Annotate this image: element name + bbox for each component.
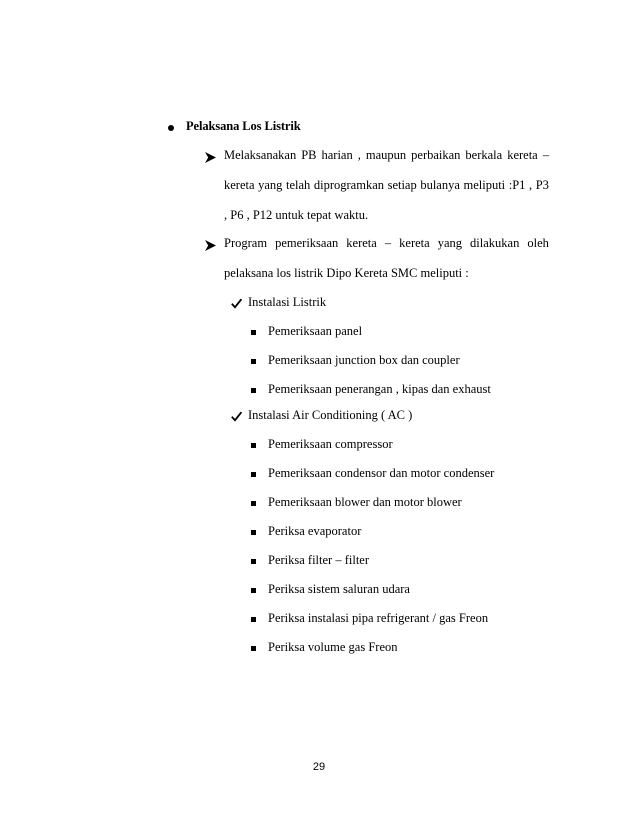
square-bullet-icon xyxy=(251,646,256,651)
square-bullet-icon xyxy=(251,472,256,477)
square-bullet-icon xyxy=(251,388,256,393)
text-word: Program xyxy=(224,236,268,250)
list-item: Periksa instalasi pipa refrigerant / gas Freon xyxy=(268,611,489,625)
text-word: kereta xyxy=(224,178,255,192)
square-bullet-icon xyxy=(251,559,256,564)
square-bullet-icon xyxy=(251,330,256,335)
list-item: Pemeriksaan compressor xyxy=(268,437,393,451)
text-word: kereta xyxy=(507,148,538,162)
list-item: Pemeriksaan blower dan motor blower xyxy=(268,495,462,509)
text-word: Melaksanakan xyxy=(224,148,297,162)
page-number: 29 xyxy=(312,761,326,773)
item2-line2: pelaksana los listrik Dipo Kereta SMC meliputi : xyxy=(224,266,469,280)
item2-line1 xyxy=(224,236,549,251)
text-word: maupun xyxy=(365,148,407,162)
bullet-dot-icon xyxy=(168,125,174,131)
text-word: kereta xyxy=(346,236,377,250)
checkmark-icon xyxy=(231,298,242,309)
item1-line1 xyxy=(224,148,549,163)
text-word: kereta xyxy=(399,236,430,250)
text-word: berkala xyxy=(465,148,503,162)
text-word: diprogramkan xyxy=(313,178,384,192)
square-bullet-icon xyxy=(251,501,256,506)
list-item: Pemeriksaan panel xyxy=(268,324,363,338)
text-word: – xyxy=(384,236,392,250)
text-word: perbaikan xyxy=(411,148,461,162)
text-word: yang xyxy=(437,236,463,250)
section-heading: Pelaksana Los Listrik xyxy=(186,119,301,133)
item1-line3: , P6 , P12 untuk tepat waktu. xyxy=(224,208,369,222)
arrow-bullet-icon xyxy=(205,240,216,251)
text-word: yang xyxy=(258,178,283,192)
checkmark-icon xyxy=(231,411,242,422)
list-item: Periksa evaporator xyxy=(268,524,362,538)
text-word: dilakukan xyxy=(470,236,520,250)
text-word: P3 xyxy=(535,178,549,192)
list-item: Periksa sistem saluran udara xyxy=(268,582,410,596)
list-item: Periksa filter – filter xyxy=(268,553,370,567)
text-word: harian xyxy=(321,148,353,162)
list-item: Pemeriksaan condensor dan motor condenser xyxy=(268,466,495,480)
item1-line2 xyxy=(224,178,549,193)
text-word: , xyxy=(529,178,533,192)
text-word: setiap xyxy=(387,178,417,192)
square-bullet-icon xyxy=(251,588,256,593)
text-word: pemeriksaan xyxy=(275,236,339,250)
square-bullet-icon xyxy=(251,359,256,364)
text-word: PB xyxy=(301,148,317,162)
text-word: bulanya xyxy=(420,178,460,192)
sub1-label: Instalasi Listrik xyxy=(248,295,327,309)
text-word: :P1 xyxy=(508,178,526,192)
text-word: telah xyxy=(286,178,311,192)
arrow-bullet-icon xyxy=(205,152,216,163)
text-word: meliputi xyxy=(463,178,506,192)
list-item: Pemeriksaan junction box dan coupler xyxy=(268,353,460,367)
list-item: Periksa volume gas Freon xyxy=(268,640,398,654)
text-word: oleh xyxy=(527,236,549,250)
square-bullet-icon xyxy=(251,443,256,448)
list-item: Pemeriksaan penerangan , kipas dan exhaust xyxy=(268,382,491,396)
sub2-label: Instalasi Air Conditioning ( AC ) xyxy=(248,408,413,422)
text-word: , xyxy=(357,148,361,162)
text-word: – xyxy=(542,148,549,162)
square-bullet-icon xyxy=(251,530,256,535)
square-bullet-icon xyxy=(251,617,256,622)
